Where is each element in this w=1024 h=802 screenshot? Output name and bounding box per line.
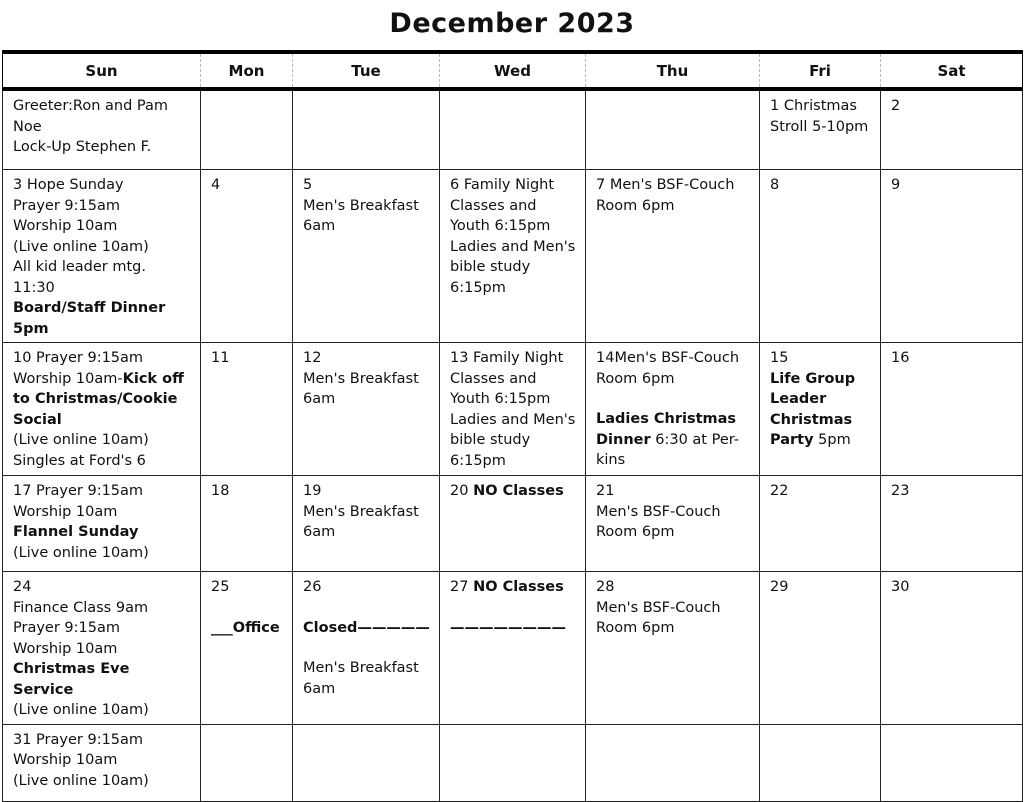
day-cell-9	[881, 170, 1023, 343]
event-text: 13 Family Night Classes and Youth 6:15pm	[450, 350, 568, 407]
day-cell-3	[3, 170, 201, 343]
event-text: 14Men's BSF-Couch Room 6pm	[596, 350, 744, 387]
day-header-thu: Thu	[586, 52, 760, 89]
day-cell-sun	[3, 89, 201, 170]
event-text: All kid leader mtg. 11:30	[13, 259, 151, 296]
day-cell-21	[586, 476, 760, 572]
event-text: Prayer 9:15am	[13, 620, 120, 636]
day-cell-empty	[881, 724, 1023, 801]
day-cell-22	[760, 476, 881, 572]
event-text-bold: Life Group Leader Christmas Party	[770, 370, 861, 448]
event-text: Prayer 9:15am	[13, 197, 120, 214]
day-number: 30	[891, 579, 910, 595]
week-row-1	[3, 89, 1023, 170]
day-cell-29	[760, 572, 881, 725]
event-text: (Live online 10am)	[13, 238, 149, 255]
day-number: 27	[450, 579, 474, 595]
day-cell-14	[586, 343, 760, 476]
day-cell-30	[881, 572, 1023, 725]
event-text: Worship 10am	[13, 752, 118, 768]
event-text: Men's BSF-Couch Room 6pm	[596, 599, 726, 636]
week-row-3	[3, 343, 1023, 476]
day-header-sat: Sat	[881, 52, 1023, 89]
event-text: Men's Breakfast 6am	[303, 503, 424, 540]
day-number: 20	[450, 483, 474, 499]
event-text: Ladies and Men's bible study 6:15pm	[450, 238, 580, 296]
event-text-bold: Kick off to Christmas/Cookie Social	[13, 370, 189, 428]
day-number: 9	[891, 177, 901, 193]
event-text: 1 Christmas Stroll 5-10pm	[770, 98, 869, 135]
day-number: 25	[211, 579, 230, 595]
week-row-2	[3, 170, 1023, 343]
day-cell-25	[201, 572, 293, 725]
calendar-grid	[2, 50, 1023, 802]
day-cell-empty	[293, 724, 440, 801]
week-row-5	[3, 572, 1023, 725]
day-cell-15	[760, 343, 881, 476]
day-cell-31	[3, 724, 201, 801]
event-text: Worship 10am	[13, 218, 118, 234]
event-text-bold: ___Office	[211, 619, 280, 636]
day-number: 22	[770, 483, 789, 499]
day-cell-24	[3, 572, 201, 725]
day-cell-26	[293, 572, 440, 725]
day-cell-18	[201, 476, 293, 572]
event-text-bold: Closed—————	[303, 619, 430, 636]
day-header-mon: Mon	[201, 52, 293, 89]
event-text-bold: ————————	[450, 619, 566, 636]
day-cell-empty	[201, 89, 293, 170]
event-text-bold: Christmas Eve Service	[13, 661, 135, 698]
day-header-row	[3, 52, 1023, 89]
event-text-bold: Board/Staff Dinner 5pm	[13, 300, 171, 337]
week-row-4	[3, 476, 1023, 572]
event-text: Men's Breakfast 6am	[303, 370, 424, 407]
event-text: (Live online 10am)	[13, 772, 149, 789]
day-number: 4	[211, 177, 221, 193]
day-cell-empty	[440, 89, 586, 170]
event-text: 6 Family Night Classes and Youth 6:15pm	[450, 177, 559, 234]
event-text: Singles at Ford's 6	[13, 452, 146, 469]
day-cell-empty	[293, 89, 440, 170]
day-number: 18	[211, 483, 230, 499]
event-text-bold: NO Classes	[473, 483, 564, 499]
day-cell-10	[3, 343, 201, 476]
day-cell-11	[201, 343, 293, 476]
event-text-bold: NO Classes	[473, 579, 564, 595]
event-text-bold: Ladies Christmas Dinner	[596, 411, 742, 448]
event-text: Ladies and Men's bible study 6:15pm	[450, 411, 580, 469]
day-cell-23	[881, 476, 1023, 572]
event-text: Worship 10am-	[13, 370, 123, 387]
day-header-sun: Sun	[3, 52, 201, 89]
day-cell-19	[293, 476, 440, 572]
day-cell-4	[201, 170, 293, 343]
day-cell-12	[293, 343, 440, 476]
day-cell-28	[586, 572, 760, 725]
event-text: Worship 10am	[13, 503, 118, 520]
week-row-6	[3, 724, 1023, 801]
day-number: 15	[770, 350, 789, 366]
day-cell-7	[586, 170, 760, 343]
day-cell-17	[3, 476, 201, 572]
day-cell-16	[881, 343, 1023, 476]
event-text: 7 Men's BSF-Couch Room 6pm	[596, 177, 740, 214]
day-cell-5	[293, 170, 440, 343]
event-text: (Live online 10am)	[13, 702, 149, 718]
day-cell-13	[440, 343, 586, 476]
day-number: 8	[770, 177, 780, 193]
day-number: 23	[891, 483, 910, 499]
event-text: Worship 10am	[13, 640, 118, 657]
day-cell-empty	[586, 724, 760, 801]
event-text: Finance Class 9am	[13, 599, 149, 616]
day-cell-empty	[201, 724, 293, 801]
day-cell-1	[760, 89, 881, 170]
event-text-bold: Flannel Sunday	[13, 524, 139, 540]
calendar-title: December 2023	[389, 8, 635, 39]
event-text: (Live online 10am)	[13, 432, 149, 448]
event-text: Men's Breakfast 6am	[303, 197, 424, 234]
day-cell-8	[760, 170, 881, 343]
event-text: Lock-Up Stephen F.	[13, 139, 152, 155]
event-text: Men's BSF-Couch Room 6pm	[596, 503, 726, 540]
day-cell-empty	[586, 89, 760, 170]
event-text: Greeter:Ron and Pam Noe	[13, 98, 173, 135]
day-number: 28	[596, 579, 615, 595]
event-text: (Live online 10am)	[13, 544, 149, 561]
day-number: 29	[770, 579, 789, 595]
event-text: 5pm	[813, 432, 851, 448]
day-number: 21	[596, 483, 615, 499]
event-text: 6:30 at Per-kins	[596, 431, 740, 468]
day-number: 26	[303, 579, 322, 595]
day-cell-6	[440, 170, 586, 343]
day-cell-2	[881, 89, 1023, 170]
day-cell-empty	[760, 724, 881, 801]
day-number: 5	[303, 177, 313, 193]
event-text: 17 Prayer 9:15am	[13, 483, 144, 499]
day-number: 24	[13, 579, 32, 595]
day-number: 11	[211, 350, 230, 366]
day-cell-27	[440, 572, 586, 725]
day-cell-empty	[440, 724, 586, 801]
event-text: 3 Hope Sunday	[13, 177, 124, 193]
day-cell-20	[440, 476, 586, 572]
day-number: 2	[891, 98, 901, 114]
event-text: 10 Prayer 9:15am	[13, 350, 144, 366]
day-header-tue: Tue	[293, 52, 440, 89]
event-text: Men's Breakfast 6am	[303, 660, 424, 697]
day-number: 19	[303, 483, 322, 499]
event-text: 31 Prayer 9:15am	[13, 731, 144, 748]
day-header-wed: Wed	[440, 52, 586, 89]
day-number: 16	[891, 350, 910, 366]
day-number: 12	[303, 350, 322, 366]
day-header-fri: Fri	[760, 52, 881, 89]
